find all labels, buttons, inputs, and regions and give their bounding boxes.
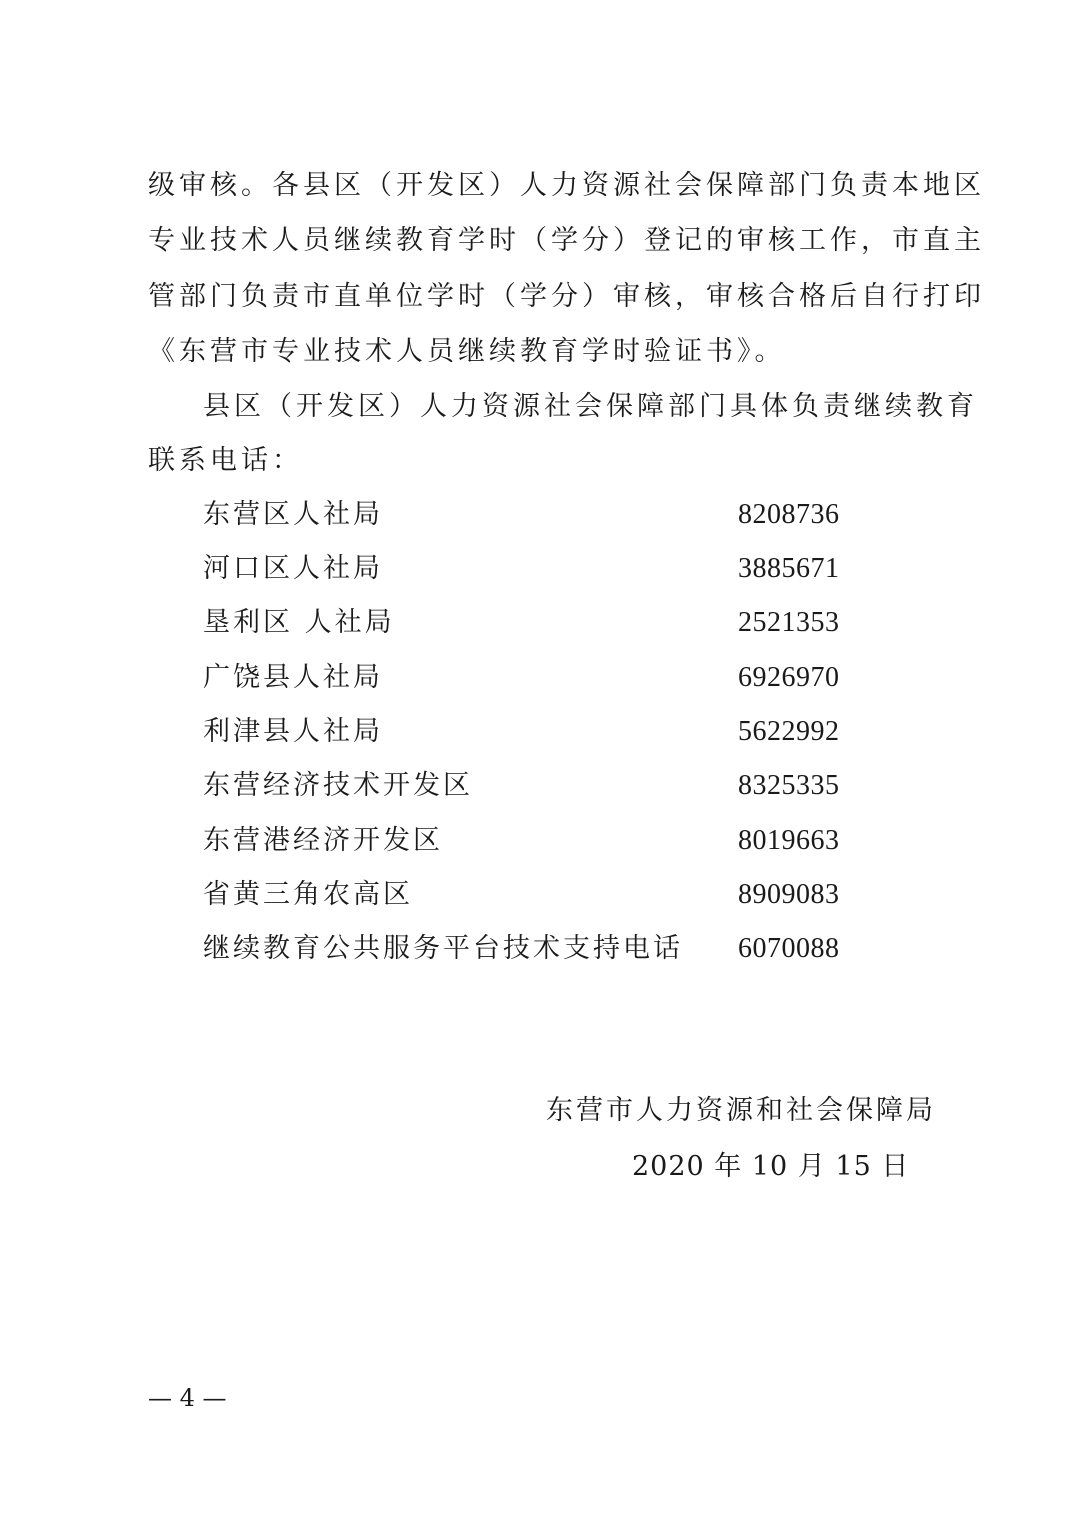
contact-row: [203, 823, 863, 859]
contact-row: [203, 768, 863, 804]
contact-row: [203, 877, 863, 913]
contact-phone: 8325335: [738, 770, 840, 801]
contact-name: 东营区人社局: [203, 499, 383, 530]
contact-row: [203, 605, 863, 641]
contact-phone: 6070088: [738, 933, 840, 964]
contact-row: [203, 931, 863, 967]
contact-phone: 8909083: [738, 879, 840, 910]
contact-name: 广饶县人社局: [203, 662, 383, 693]
contact-row: [203, 497, 863, 533]
contact-phone: 3885671: [738, 553, 840, 584]
contact-row: [203, 660, 863, 696]
contact-phone: 6926970: [738, 662, 840, 693]
contact-name: 垦利区 人社局: [203, 607, 395, 638]
contact-heading: 联系电话：: [148, 445, 303, 476]
contact-phone: 5622992: [738, 716, 840, 747]
paragraph-line: 专业技术人员继续教育学时（学分）登记的审核工作，市直主: [148, 225, 985, 256]
paragraph-line: 县区（开发区）人力资源社会保障部门具体负责继续教育: [203, 391, 978, 422]
contact-phone: 8208736: [738, 499, 840, 530]
paragraph-line: 管部门负责市直单位学时（学分）审核，审核合格后自行打印: [148, 281, 985, 312]
contact-row: [203, 714, 863, 750]
issuer-signature: 东营市人力资源和社会保障局: [546, 1095, 936, 1126]
contact-name: 河口区人社局: [203, 553, 383, 584]
contact-name: 省黄三角农高区: [203, 879, 413, 910]
contact-name: 利津县人社局: [203, 716, 383, 747]
contact-name: 东营经济技术开发区: [203, 770, 473, 801]
contact-name: 东营港经济开发区: [203, 825, 443, 856]
contact-phone: 8019663: [738, 825, 840, 856]
page-number: — 4 —: [148, 1384, 227, 1412]
paragraph-line: 级审核。各县区（开发区）人力资源社会保障部门负责本地区: [148, 170, 985, 201]
contact-row: [203, 551, 863, 587]
contact-phone: 2521353: [738, 607, 840, 638]
contact-name: 继续教育公共服务平台技术支持电话: [203, 933, 683, 964]
paragraph-line: 《东营市专业技术人员继续教育学时验证书》。: [148, 336, 786, 367]
issue-date: 2020 年 10 月 15 日: [632, 1151, 910, 1182]
